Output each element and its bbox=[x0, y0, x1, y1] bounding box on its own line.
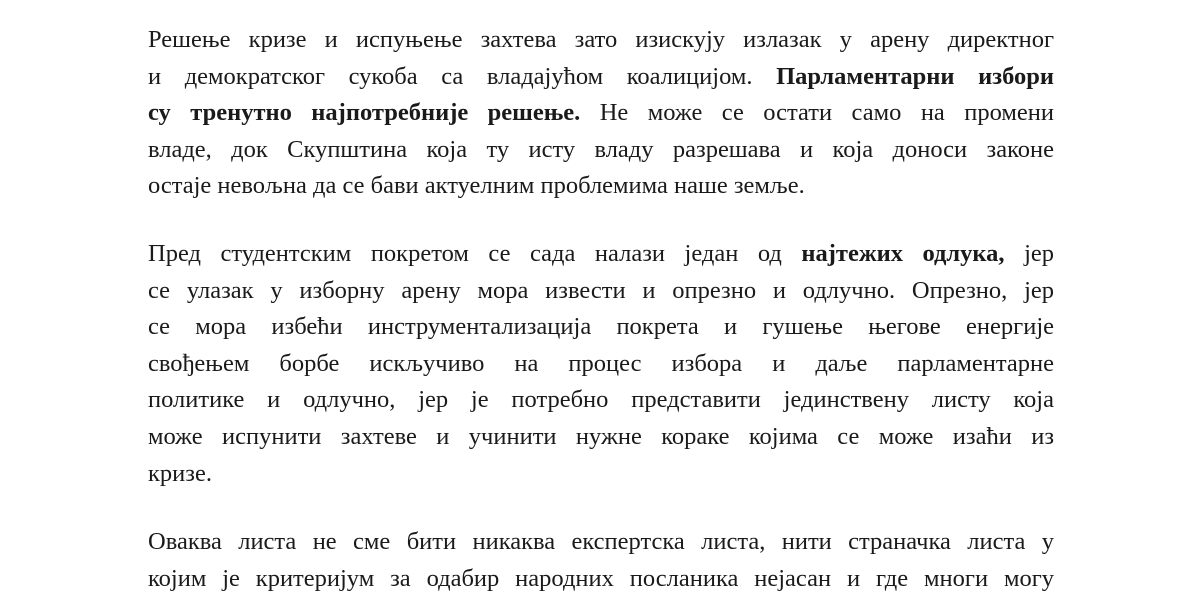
text-run: и демократског сукоба са владајућом коалицијом. bbox=[148, 62, 777, 90]
text-line bbox=[148, 273, 1054, 310]
text-line bbox=[148, 168, 1054, 205]
bold-text-run: Парламентарни избори bbox=[776, 62, 1054, 90]
text-run: се мора избећи инструментализација покрета и гушење његове енергије bbox=[148, 313, 1054, 341]
bold-text-run: су тренутно најпотребније решење. bbox=[148, 99, 581, 127]
text-run: Оваква листа не сме бити никаква експертска листа, нити страначка листа у bbox=[148, 528, 1054, 555]
text-line bbox=[148, 419, 1054, 456]
text-run: остаје невољна да се бави актуелним проблемима наше земље. bbox=[148, 172, 805, 200]
text-run: се улазак у изборну арену мора извести и опрезно и одлучно. Опрезно, јер bbox=[148, 276, 1054, 304]
text-line bbox=[148, 22, 1054, 59]
text-run: којим је критеријум за одабир народних посланика нејасан и где многи могу bbox=[148, 564, 1054, 592]
paragraph-2 bbox=[148, 236, 1054, 492]
text-run: политике и одлучно, јер је потребно представити јединствену листу која bbox=[148, 386, 1054, 414]
text-line bbox=[148, 132, 1054, 169]
text-line bbox=[148, 95, 1054, 132]
text-run: јер bbox=[1004, 240, 1055, 267]
paragraph-1 bbox=[148, 22, 1054, 205]
text-run: Решење кризе и испуњење захтева зато изискују излазак у арену директног bbox=[148, 26, 1054, 53]
text-line bbox=[148, 561, 1054, 598]
text-run: кризе. bbox=[148, 459, 212, 487]
text-line bbox=[148, 59, 1054, 96]
text-line bbox=[148, 309, 1054, 346]
text-line bbox=[148, 236, 1054, 273]
text-run: може испунити захтеве и учинити нужне кораке којима се може изаћи из bbox=[148, 422, 1054, 450]
text-run: владе, док Скупштина која ту исту владу разрешава и која доноси законе bbox=[148, 135, 1054, 163]
text-line bbox=[148, 456, 1054, 493]
bold-text-run: најтежих одлука, bbox=[801, 240, 1005, 267]
paragraph-3 bbox=[148, 524, 1054, 597]
text-run: Не може се остати само на промени bbox=[580, 99, 1054, 127]
text-run: свођењем борбе искључиво на процес избора и даље парламентарне bbox=[148, 349, 1054, 377]
text-line bbox=[148, 382, 1054, 419]
text-line bbox=[148, 346, 1054, 383]
text-run: Пред студентским покретом се сада налази један од bbox=[148, 240, 802, 267]
text-line bbox=[148, 524, 1054, 561]
